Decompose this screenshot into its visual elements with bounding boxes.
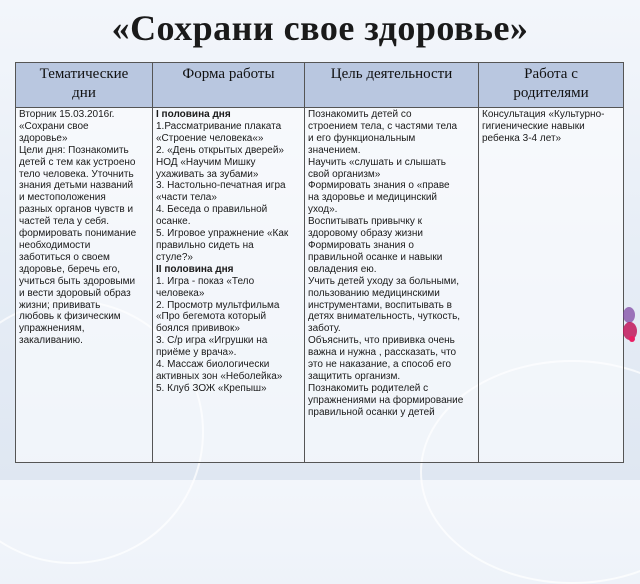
plan-table xyxy=(15,62,624,463)
cell-text-line: I половина дня xyxy=(156,109,231,120)
cell-text-line: 4. Массаж биологически xyxy=(156,359,270,371)
cell-text-line: человека» xyxy=(156,287,205,299)
cell-text-line: 2. «День открытых дверей» xyxy=(156,144,284,156)
header-text: Форма работы xyxy=(182,66,275,82)
header-text: Тематические xyxy=(39,66,129,82)
cell-text-line: «части тела» xyxy=(156,192,217,204)
cell-text-line: Консультация «Культурно- xyxy=(482,109,605,120)
cell-text-line: Научить «слушать и слышать xyxy=(308,156,446,168)
cell-text-line: защитить организм. xyxy=(308,370,401,382)
cell-text-line: строением тела, с частями тела xyxy=(308,120,458,132)
cell-text-line: здоровье, беречь его, xyxy=(19,263,121,275)
header-text: родителями xyxy=(513,85,589,101)
header-activity-goal xyxy=(305,63,479,108)
cell-text-line: 3. С/р игра «Игрушки на xyxy=(156,335,268,347)
cell-text-line: Познакомить родителей с xyxy=(308,382,429,394)
cell-text-line: формировать понимание xyxy=(19,228,137,240)
cell-text-line: 3. Настольно-печатная игра xyxy=(156,180,286,192)
cell-text-line: боялся прививок» xyxy=(156,323,240,335)
cell-text-line: 5. Игровое упражнение «Как xyxy=(156,228,289,240)
header-thematic-days xyxy=(16,63,153,108)
cell-text-line: Объяснить, что прививка очень xyxy=(308,335,455,347)
cell-text-line: заботиться о своем xyxy=(19,251,110,263)
cell-text-line: стуле?» xyxy=(156,251,193,263)
cell-text-line: и вести здоровый образ xyxy=(19,287,131,299)
cell-text-line: 2. Просмотр мультфильма xyxy=(156,299,280,311)
cell-text-line: 1.Рассматривание плаката xyxy=(156,120,282,132)
cell-text-line: Познакомить детей со xyxy=(308,109,412,120)
cell-text-line: НОД «Научим Мишку xyxy=(156,156,256,168)
cell-text-line: активных зон «Неболейка» xyxy=(156,370,283,382)
cell-text-line: Формировать знания о «праве xyxy=(308,180,450,192)
flower-decoration-icon xyxy=(620,305,638,345)
cell-text-line: и местоположения xyxy=(19,192,106,204)
table-header-row xyxy=(16,63,624,108)
cell-text-line: пользованию медицинскими xyxy=(308,287,440,299)
cell-text-line: детей с тем как устроено xyxy=(19,156,136,168)
cell-text-line: приёме у врача». xyxy=(156,347,237,359)
cell-text-line: упражнениям, xyxy=(19,323,85,335)
cell-text-line: и его функциональным xyxy=(308,132,416,144)
cell-text-line: осанке. xyxy=(156,216,191,228)
cell-text-line: тело человека. Уточнить xyxy=(19,168,134,180)
cell-text-line: учиться быть здоровыми xyxy=(19,275,136,287)
cell-text-line: инструментами, воспитывать в xyxy=(308,299,452,311)
cell-text-line: упражнениями на формирование xyxy=(308,394,464,406)
cell-text-line: 1. Игра - показ «Тело xyxy=(156,275,255,287)
cell-text-line: свой организм» xyxy=(308,168,381,180)
cell-text-line: Цели дня: Познакомить xyxy=(19,144,129,156)
cell-text-line: овладения ею. xyxy=(308,263,377,275)
cell-text-line: ребенка 3-4 лет» xyxy=(482,132,562,144)
cell-thematic-days xyxy=(16,108,153,463)
cell-text-line: 4. Беседа о правильной xyxy=(156,204,268,216)
cell-text-line: гигиенические навыки xyxy=(482,120,585,132)
cell-text-line: жизни; прививать xyxy=(19,299,101,311)
header-parents-work xyxy=(479,63,624,108)
cell-text-line: закаливанию. xyxy=(19,335,83,347)
cell-text-line: Учить детей уходу за больными, xyxy=(308,275,460,287)
cell-text-line: здоровому образу жизни xyxy=(308,228,423,240)
cell-text-line: на здоровье и медицинский xyxy=(308,192,437,204)
cell-activity-goal xyxy=(305,108,479,463)
cell-text-line: II половина дня xyxy=(156,263,234,275)
cell-text-line: заботу. xyxy=(308,323,341,335)
cell-text-line: любовь к физическим xyxy=(19,311,121,323)
cell-text-line: правильно сидеть на xyxy=(156,239,254,251)
header-work-form xyxy=(153,63,305,108)
cell-text-line: знания детьми названий xyxy=(19,180,134,192)
cell-parents-work xyxy=(479,108,624,463)
cell-text-line: уход». xyxy=(308,204,338,216)
cell-text-line: правильной осанки у детей xyxy=(308,406,435,418)
header-text: Работа с xyxy=(524,66,578,82)
cell-text-line: значением. xyxy=(308,144,361,156)
cell-text-line: разных органов чувств и xyxy=(19,204,134,216)
cell-text-line: «Строение человека«» xyxy=(156,132,264,144)
header-text: дни xyxy=(72,85,96,101)
cell-text-line: частей тела у себя. xyxy=(19,216,109,228)
cell-text-line: Вторник 15.03.2016г. xyxy=(19,109,115,120)
cell-text-line: Воспитывать привычку к xyxy=(308,216,423,228)
cell-text-line: это не наказание, а способ его xyxy=(308,359,452,371)
header-text: Цель деятельности xyxy=(330,66,453,82)
cell-text-line: детях внимательность, чуткость, xyxy=(308,311,461,323)
cell-text-line: ухаживать за зубами» xyxy=(156,168,259,180)
cell-work-form xyxy=(153,108,305,463)
cell-text-line: важна и нужна , рассказать, что xyxy=(308,347,457,359)
table-row xyxy=(16,108,624,463)
cell-text-line: правильной осанке и навыки xyxy=(308,251,443,263)
page-title: «Сохрани свое здоровье» xyxy=(111,8,529,48)
cell-text-line: необходимости xyxy=(19,239,91,251)
cell-text-line: Формировать знания о xyxy=(308,239,414,251)
cell-text-line: 5. Клуб ЗОЖ «Крепыш» xyxy=(156,382,267,394)
cell-text-line: здоровье» xyxy=(19,132,68,144)
cell-text-line: «Про бегемота который xyxy=(156,311,267,323)
cell-text-line: «Сохрани свое xyxy=(19,120,89,132)
